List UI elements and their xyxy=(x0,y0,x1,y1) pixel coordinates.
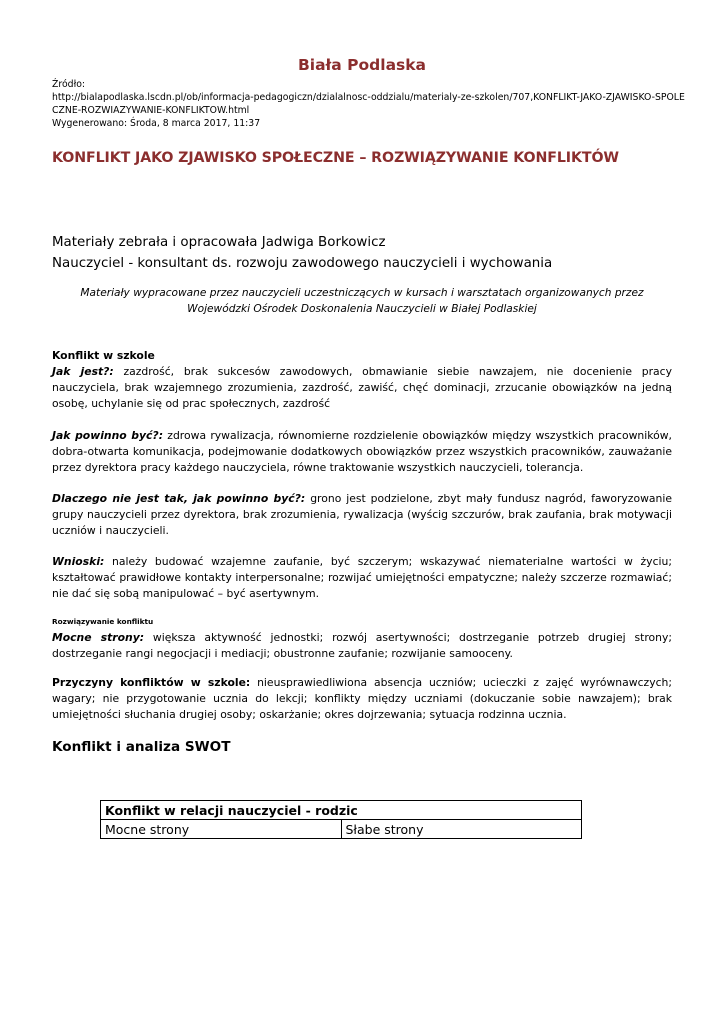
generated-date: Wygenerowano: Środa, 8 marca 2017, 11:37 xyxy=(52,118,261,129)
author-block xyxy=(52,232,672,274)
swot-table-title: Konflikt w relacji nauczyciel - rodzic xyxy=(101,801,582,820)
document-title: KONFLIKT JAKO ZJAWISKO SPOŁECZNE – ROZWIĄZYWANIE KONFLIKTÓW xyxy=(52,150,619,166)
author-line-1: Materiały zebrała i opracowała Jadwiga Borkowicz xyxy=(52,235,386,250)
resolution-heading: Rozwiązywanie konfliktu xyxy=(52,617,154,626)
why-paragraph xyxy=(52,491,672,539)
is-text: zazdrość, brak sukcesów zawodowych, obmawianie siebie nawzajem, nie docenienie pracy nauczyciela, brak wzajemnego zrozumienia, zazdrość, zawiść, chęć dominacji, zrzucanie obowiązków na jedną osobę, uchylanie się od prac społecznych, zazdrość xyxy=(52,365,672,410)
should-text: zdrowa rywalizacja, równomierne rozdzielenie obowiązków między wszystkich pracowników, dobra-otwarta komunikacja, podejmowanie dodatkowych obowiązków przez wszystkich pracowników, zauważanie przez dyrektora pracy każdego nauczyciela, równe traktowanie wszystkich nauczycieli, tolerancja. xyxy=(52,429,672,474)
strengths-text: większa aktywność jednostki; rozwój asertywności; dostrzeganie potrzeb drugiej strony; dostrzeganie rangi negocjacji i mediacji; obustronne zaufanie; rozwijanie samooceny. xyxy=(52,631,673,660)
source-note xyxy=(52,285,672,317)
strengths-label: Mocne strony: xyxy=(52,631,145,644)
swot-weaknesses-cell: Słabe strony xyxy=(341,820,582,839)
causes-label: Przyczyny konfliktów w szkole: xyxy=(52,676,251,689)
author-line-2: Nauczyciel - konsultant ds. rozwoju zawodowego nauczycieli i wychowania xyxy=(52,256,553,271)
source-url-line-2: CZNE-ROZWIAZYWANIE-KONFLIKTOW.html xyxy=(52,105,250,116)
conflict-school-heading: Konflikt w szkole xyxy=(52,349,155,362)
conclusions-label: Wnioski: xyxy=(52,555,105,568)
should-label: Jak powinno być?: xyxy=(52,429,164,442)
swot-table xyxy=(100,800,582,839)
resolution-paragraph xyxy=(52,614,672,662)
conclusions-paragraph xyxy=(52,554,672,602)
source-meta xyxy=(52,78,685,130)
swot-strengths-cell: Mocne strony xyxy=(101,820,342,839)
site-title: Biała Podlaska xyxy=(297,56,427,74)
swot-table-row xyxy=(101,820,582,839)
source-url-line-1: http://bialapodlaska.lscdn.pl/ob/informacja-pedagogiczn/dzialalnosc-oddzialu/materialy-ze-szkolen/707,KONFLIKT-JAKO-ZJAWISKO-SPOLE xyxy=(52,92,685,103)
causes-paragraph xyxy=(52,675,672,723)
source-note-line-1: Materiały wypracowane przez nauczycieli uczestniczących w kursach i warsztatach organizowanych przez xyxy=(80,287,644,299)
causes-text: nieusprawiedliwiona absencja uczniów; ucieczki z zajęć wyrównawczych; wagary; nie przygotowanie ucznia do lekcji; konflikty między uczniami (dokuczanie sobie nawzajem); brak umiejętności słuchania drugiej osoby; oskarżanie; okres dojrzewania; sytuacja rodzinna ucznia. xyxy=(52,676,672,721)
swot-section-title: Konflikt i analiza SWOT xyxy=(52,739,231,755)
why-text: grono jest podzielone, zbyt mały fundusz nagród, faworyzowanie grupy nauczycieli przez dyrektora, brak zrozumienia, rywalizacja (wyścig szczurów, brak zaufania, brak motywacji uczniów i nauczycieli. xyxy=(52,492,673,537)
why-label: Dlaczego nie jest tak, jak powinno być?: xyxy=(52,492,306,505)
source-note-line-2: Wojewódzki Ośrodek Doskonalenia Nauczycieli w Białej Podlaskiej xyxy=(187,303,537,315)
source-label: Źródło: xyxy=(52,79,86,90)
conflict-school-paragraph xyxy=(52,348,672,412)
should-paragraph xyxy=(52,428,672,476)
conclusions-text: należy budować wzajemne zaufanie, być szczerym; wskazywać niematerialne wartości w życiu; kształtować prawidłowe kontakty interpersonalne; rozwijać umiejętności empatyczne; należy szczerze rozmawiać; nie dać się sobą manipulować – być asertywnym. xyxy=(52,555,672,600)
swot-table-header-row xyxy=(101,801,582,820)
is-label: Jak jest?: xyxy=(52,365,114,378)
